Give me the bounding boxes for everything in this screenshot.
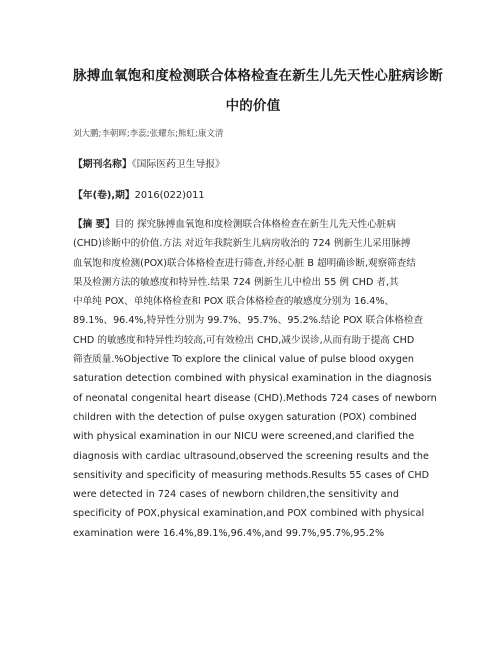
abstract-line: sensitivity and specificity of measuring methods.Results 55 cases of CHD	[73, 469, 430, 481]
abstract-line: saturation detection combined with physical examination in the diagnosis	[73, 373, 432, 385]
authors: 刘大鹏;李朝晖;李蕊;张耀东;熊虹;康文清	[73, 129, 224, 139]
abstract-line: 中单纯 POX、单纯体格检查和 POX 联合体格检查的敏感度分别为 16.4%、	[73, 296, 395, 308]
abstract-line: were detected in 724 cases of newborn children,the sensitivity and	[73, 489, 400, 501]
abstract-line: 【摘 要】目的 探究脉搏血氧饱和度检测联合体格检查在新生儿先天性心脏病	[73, 219, 396, 230]
abstract-line: with physical examination in our NICU were screened,and clarified the	[73, 431, 415, 443]
abstract-line: 筛查质量.%Objective To explore the clinical value of pulse blood oxygen	[73, 354, 414, 366]
abstract-line: 89.1%、96.4%,特异性分别为 99.7%、95.7%、95.2%.结论 POX 联合体格检查	[73, 315, 424, 327]
abstract-line: specificity of POX,physical examination,and POX combined with physical	[73, 508, 425, 520]
issue-field	[73, 187, 205, 201]
abstract-line: 果及检测方法的敏感度和特异性.结果 724 例新生儿中检出 55 例 CHD 者,其	[73, 276, 399, 288]
abstract-line: 血氧饱和度检测(POX)联合体格检查进行筛查,并经心脏 B 超明确诊断,观察筛查结	[73, 257, 416, 269]
journal-label: 【期刊名称】	[73, 159, 132, 170]
abstract-line: diagnosis with cardiac ultrasound,observed the screening results and the	[73, 450, 429, 462]
abstract-line: of neonatal congenital heart disease (CHD).Methods 724 cases of newborn	[73, 392, 437, 404]
issue-label: 【年(卷),期】	[73, 190, 135, 201]
abstract-line: examination were 16.4%,89.1%,96.4%,and 99.7%,95.7%,95.2%	[73, 527, 385, 539]
paper-title-line-2: 中的价值	[225, 98, 281, 114]
abstract-label: 【摘 要】	[73, 219, 115, 230]
issue-value: 2016(022)011	[134, 190, 205, 201]
abstract-line: CHD 的敏感度和特异性均较高,可有效检出 CHD,减少误诊,从而有助于提高 CHD	[73, 334, 415, 346]
journal-field	[73, 156, 225, 170]
abstract-line: (CHD)诊断中的价值.方法 对近年我院新生儿病房收治的 724 例新生儿采用脉搏	[73, 238, 411, 250]
abstract-line: children with the detection of pulse oxygen saturation (POX) combined	[73, 411, 417, 423]
paper-title-line-1: 脉搏血氧饱和度检测联合体格检查在新生儿先天性心脏病诊断	[73, 68, 443, 84]
abstract	[73, 215, 437, 543]
journal-value: 《国际医药卫生导报》	[131, 159, 225, 170]
